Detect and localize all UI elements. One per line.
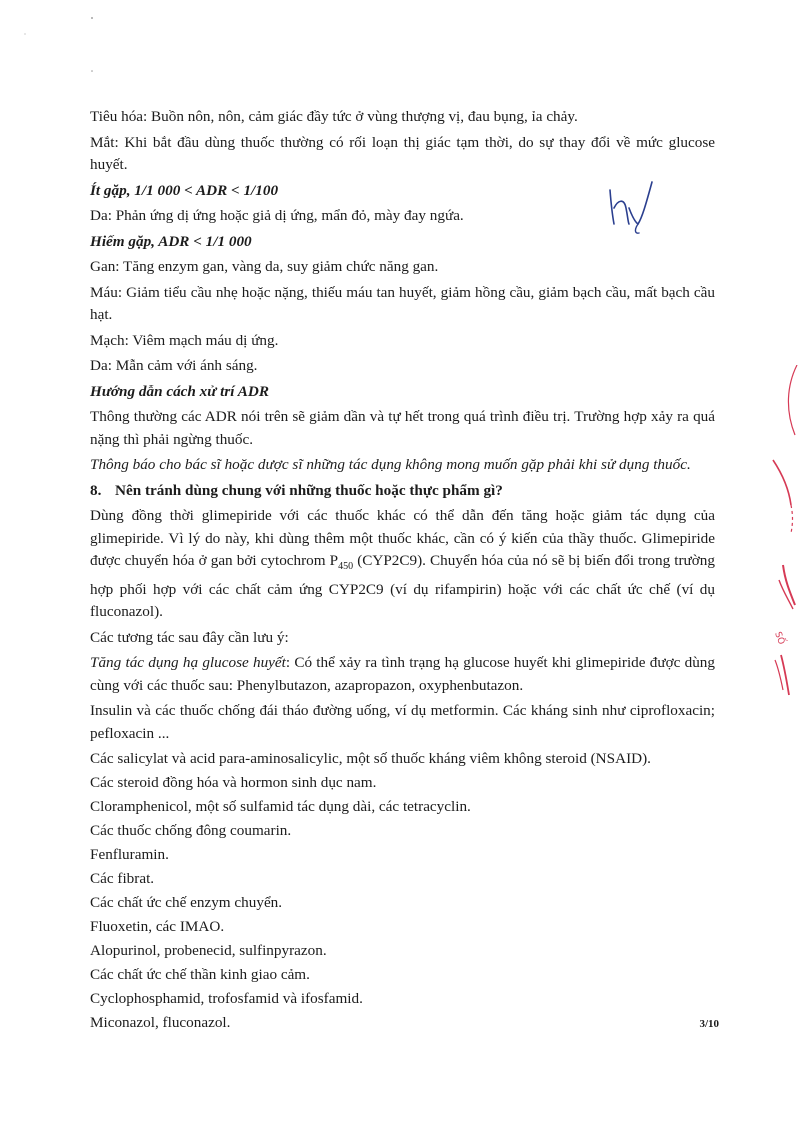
- paragraph-vascular: Mạch: Viêm mạch máu dị ứng.: [90, 331, 279, 349]
- hypoglycemia-text: : Có thể xảy ra tình trạng hạ glucose huyết khi glimepiride được dùng cùng với các thuốc sau: Phenylbutazon, azapropazon, oxyphenbutazon.: [90, 654, 715, 694]
- paragraph-insulin: Insulin và các thuốc chống đái tháo đường uống, ví dụ metformin. Các kháng sinh như ciprofloxacin; pefloxacin ...: [90, 702, 715, 742]
- section-title: Nên tránh dùng chung với những thuốc hoặc thực phẩm gì?: [115, 481, 503, 499]
- list-item: Cloramphenicol, một số sulfamid tác dụng dài, các tetracyclin.: [90, 798, 471, 816]
- paragraph-photosensitivity: Da: Mẫn cảm với ánh sáng.: [90, 357, 258, 374]
- list-item: Các chất ức chế thần kinh giao cảm.: [90, 966, 310, 984]
- paragraph-interactions-intro: [90, 505, 715, 624]
- list-item: Các thuốc chống đông coumarin.: [90, 822, 292, 840]
- list-item: Các chất ức chế enzym chuyển.: [90, 894, 283, 912]
- paragraph-notify-doctor: Thông báo cho bác sĩ hoặc dược sĩ những tác dụng không mong muốn gặp phải khi sử dụng thuốc.: [90, 456, 691, 473]
- paragraph-liver: Gan: Tăng enzym gan, vàng da, suy giảm chức năng gan.: [90, 258, 439, 275]
- paragraph-skin-allergy: Da: Phản ứng dị ứng hoặc giả dị ứng, mẩn đỏ, mày đay ngứa.: [90, 207, 464, 224]
- list-item: Các steroid đồng hóa và hormon sinh dục nam.: [90, 774, 377, 792]
- handwritten-signature: [602, 178, 672, 238]
- list-item: Các salicylat và acid para-aminosalicylic, một số thuốc kháng viêm không steroid (NSAID).: [90, 750, 651, 768]
- interactions-text-a: Dùng đồng thời glimepiride với các thuốc khác có thể dẫn đến tăng hoặc giảm tác dụng của glimepiride. Vì lý do này, khi dùng thêm một thuốc khác, cần có ý kiến của thầy thuốc. Glimepiride được chuyển hóa ở gan bởi cytochrom P: [90, 507, 715, 569]
- cytochrome-subscript: 450: [338, 561, 354, 573]
- section-number: 8.: [90, 481, 102, 499]
- list-item: Alopurinol, probenecid, sulfinpyrazon.: [90, 942, 327, 960]
- heading-adr-management: Hướng dẫn cách xử trí ADR: [90, 382, 269, 400]
- hypoglycemia-label: Tăng tác dụng hạ glucose huyết: [90, 654, 286, 672]
- page-content: [90, 106, 715, 1036]
- red-stamp-edge: [769, 365, 799, 705]
- page-number: 3/10: [699, 1018, 719, 1030]
- interactions-text-b: (CYP2C9). Chuyển hóa của nó sẽ bị biến đổi trong trường hợp phối hợp với các chất cảm ứng CYP2C9 (ví dụ rifampirin) hoặc với các chất ức chế (ví dụ fluconazol).: [90, 552, 715, 621]
- scan-specks: [0, 0, 120, 80]
- heading-rare: Hiếm gặp, ADR < 1/1 000: [90, 232, 252, 250]
- paragraph-note-interactions: Các tương tác sau đây cần lưu ý:: [90, 628, 289, 646]
- drug-list: [90, 748, 715, 1035]
- list-item: Cyclophosphamid, trofosfamid và ifosfamid.: [90, 990, 363, 1008]
- paragraph-digestive: Tiêu hóa: Buồn nôn, nôn, cảm giác đầy tức ở vùng thượng vị, đau bụng, ỉa chảy.: [90, 108, 578, 125]
- list-item: Các fibrat.: [90, 870, 155, 888]
- stamp-fragment-text: SỐ: [772, 630, 786, 647]
- paragraph-eye: Mắt: Khi bắt đầu dùng thuốc thường có rối loạn thị giác tạm thời, do sự thay đổi về mức glucose huyết.: [90, 133, 715, 173]
- paragraph-adr-resolution: Thông thường các ADR nói trên sẽ giảm dần và tự hết trong quá trình điều trị. Trường hợp xảy ra quá nặng thì phải ngừng thuốc.: [90, 408, 715, 448]
- list-item: Miconazol, fluconazol.: [90, 1014, 231, 1032]
- paragraph-blood: Máu: Giảm tiểu cầu nhẹ hoặc nặng, thiếu máu tan huyết, giảm hồng cầu, giảm bạch cầu, mất bạch cầu hạt.: [90, 283, 715, 323]
- section-8-heading: [90, 480, 715, 503]
- paragraph-hypoglycemia: [90, 652, 715, 697]
- list-item: Fenfluramin.: [90, 846, 169, 864]
- list-item: Fluoxetin, các IMAO.: [90, 918, 225, 936]
- heading-uncommon: Ít gặp, 1/1 000 < ADR < 1/100: [90, 181, 279, 199]
